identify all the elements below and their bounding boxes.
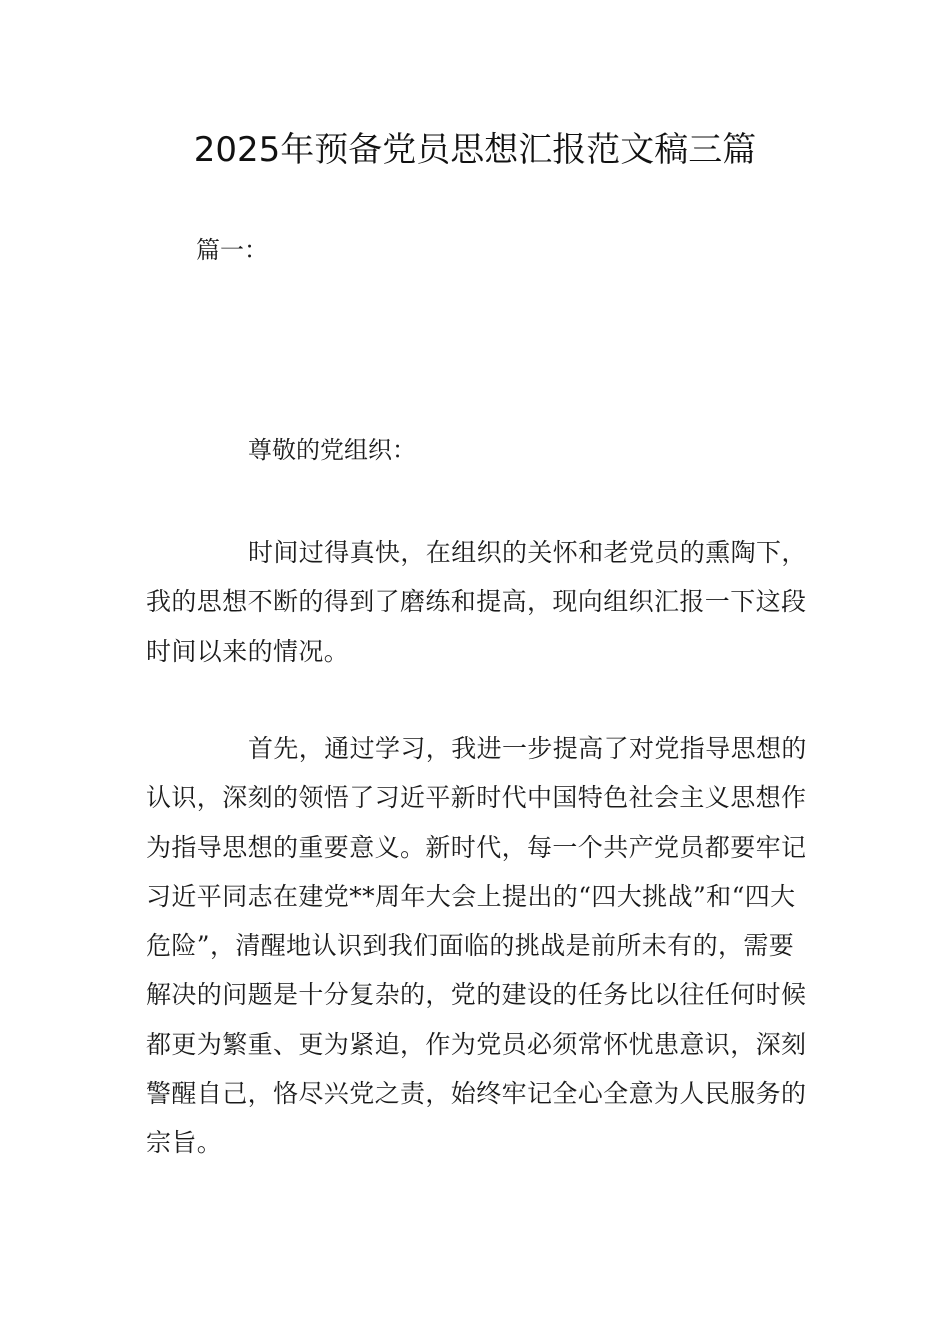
section-label: 篇一：: [196, 236, 268, 264]
salutation: 尊敬的党组织：: [248, 436, 416, 464]
paragraph-1: 时间过得真快，在组织的关怀和老党员的熏陶下，我的思想不断的得到了磨练和提高，现向组织汇报一下这段时间以来的情况。: [146, 538, 807, 666]
document-title: 2025年预备党员思想汇报范文稿三篇: [193, 130, 757, 170]
paragraph-2: 首先，通过学习，我进一步提高了对党指导思想的认识，深刻的领悟了习近平新时代中国特色社会主义思想作为指导思想的重要意义。新时代，每一个共产党员都要牢记习近平同志在建党**周年大会上提出的“四大挑战”和“四大危险”，清醒地认识到我们面临的挑战是前所未有的，需要解决的问题是十分复杂的，党的建设的任务比以往任何时候都更为繁重、更为紧迫，作为党员必须常怀忧患意识，深刻警醒自己，恪尽兴党之责，始终牢记全心全意为人民服务的宗旨。: [146, 734, 807, 1158]
